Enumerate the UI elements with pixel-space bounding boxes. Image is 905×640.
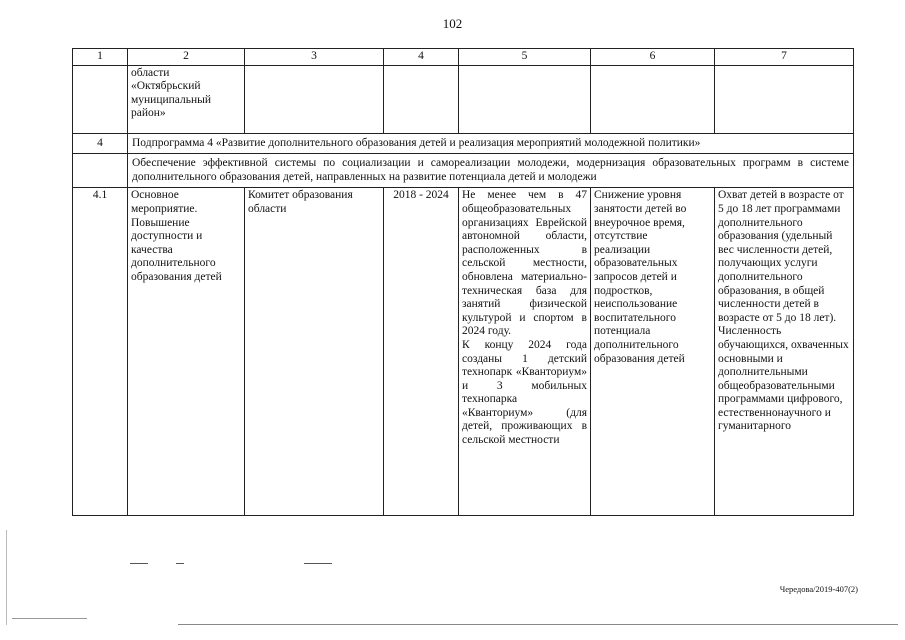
table-cell: области «Октябрьский муниципальный район» xyxy=(128,65,245,133)
item-executor: Комитет образования области xyxy=(245,188,384,516)
table-cell xyxy=(384,65,459,133)
header-cell: 6 xyxy=(591,49,715,66)
divider xyxy=(176,563,184,564)
subprogram-row xyxy=(73,133,854,154)
item-name: Основное мероприятие. Повышение доступности и качества дополнительного образования детей xyxy=(128,188,245,516)
divider xyxy=(178,624,898,625)
table-cell xyxy=(73,65,128,133)
divider xyxy=(304,563,332,564)
table-row xyxy=(73,188,854,516)
table-cell xyxy=(245,65,384,133)
header-cell: 7 xyxy=(715,49,854,66)
divider xyxy=(12,618,87,619)
continuation-row xyxy=(73,65,854,133)
item-result: Не менее чем в 47 общеобразовательных организациях Еврейской автономной области, расположенных в сельской местности, обновлена материально-техническая база для занятий физической культурой и спортом в 2024 году. К концу 2024 года созданы 1 детский технопарк «Кванториум» и 3 мобильных технопарка «Кванториум» (для детей, проживающих в сельской местности xyxy=(459,188,591,516)
scan-artifact xyxy=(6,530,7,625)
item-indicators: Охват детей в возрасте от 5 до 18 лет программами дополнительного образования (удельный вес численности детей, получающих услуги дополнительного образования, в общей численности детей в возрасте от 5 до 18 лет). Численность обучающихся, охваченных основными и дополнительными общеобразовательными программами цифрового, естественнонаучного и гуманитарного xyxy=(715,188,854,516)
header-cell: 4 xyxy=(384,49,459,66)
goal-text: Обеспечение эффективной системы по социализации и самореализации молодежи, модернизация образовательных программ в системе дополнительного образования детей, направленных на развитие потенциала детей и молодежи xyxy=(128,154,854,188)
subprogram-number: 4 xyxy=(73,133,128,154)
header-row xyxy=(73,49,854,66)
divider xyxy=(130,563,148,564)
header-cell: 1 xyxy=(73,49,128,66)
table-cell xyxy=(715,65,854,133)
table-cell xyxy=(459,65,591,133)
header-cell: 3 xyxy=(245,49,384,66)
table-cell xyxy=(73,154,128,188)
page-number: 102 xyxy=(442,16,463,31)
header-cell: 2 xyxy=(128,49,245,66)
item-consequences: Снижение уровня занятости детей во внеурочное время, отсутствие реализации образовательных запросов детей и подростков, неиспользование воспитательного потенциала дополнительного образования детей xyxy=(591,188,715,516)
item-number: 4.1 xyxy=(73,188,128,516)
table-cell xyxy=(591,65,715,133)
item-period: 2018 - 2024 xyxy=(384,188,459,516)
footer-code: Чередова/2019-407(2) xyxy=(779,584,858,594)
program-table xyxy=(72,48,854,516)
subprogram-title: Подпрограмма 4 «Развитие дополнительного образования детей и реализация мероприятий молодежной политики» xyxy=(128,133,854,154)
header-cell: 5 xyxy=(459,49,591,66)
goal-row xyxy=(73,154,854,188)
